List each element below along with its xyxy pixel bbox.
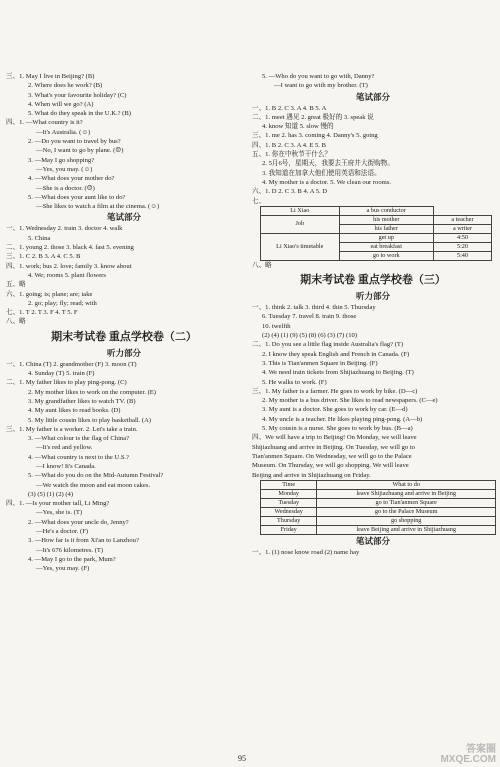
answer-line: 4. Sunday (T) 5. train (F) <box>28 370 95 378</box>
table-cell: Monday <box>261 489 317 498</box>
table-cell: 5:40 <box>433 251 491 260</box>
answer-line: 4. My mother is a doctor. 5. We clean our rooms. <box>262 178 391 186</box>
answer-line: 六、1. D 2. C 3. B 4. A 5. D <box>252 188 328 196</box>
table-cell: go shopping <box>317 516 496 525</box>
answer-line: 三、1. May I live in Beijing? (B) <box>6 73 95 80</box>
answer-line: 六、1. going; is; plane; are; take <box>6 290 93 298</box>
answer-line: —She is a doctor. (☹) <box>36 184 95 192</box>
table-cell: a writer <box>433 224 491 233</box>
answer-line: 二、1. meet 遇见 2. great 极好的 3. speak 说 <box>252 113 374 121</box>
page-number: 95 <box>238 754 246 763</box>
answer-line: 2. My mother is a bus driver. She likes to read newspapers. (C—e) <box>262 397 438 405</box>
table-cell: get up <box>339 233 433 242</box>
table-cell: go to the Palace Museum <box>317 507 496 516</box>
answer-line: —No, I want to go by plane. (☹) <box>36 147 124 155</box>
answer-line: 四、1. —What country is it? <box>6 119 83 127</box>
table-cell: leave Beijing and arrive in Shijiazhuang <box>317 525 496 534</box>
answer-line: —It's red and yellow. <box>36 444 93 452</box>
answer-line: 一、1. think 2. talk 3. third 4. thin 5. Thursday <box>252 304 376 312</box>
answer-line: 4. When will we go? (A) <box>28 100 94 108</box>
answer-line: 五、1. 你在中秋节干什么？ <box>252 151 332 159</box>
answer-line: —Yes, you may. (☺) <box>36 165 93 173</box>
answer-line: 四、1. —Is your mother tall, Li Ming? <box>6 500 110 508</box>
answer-line: 三、1. My father is a worker. 2. Let's take a train. <box>6 425 138 433</box>
answer-line: 一、1. B 2. C 3. A 4. B 5. A <box>252 104 327 112</box>
answer-line: —He's a doctor. (F) <box>36 528 89 536</box>
answer-line: 四、We will have a trip to Beijing! On Monday, we will leave <box>252 434 417 442</box>
answer-line: 3. What's your favourite holiday? (C) <box>28 91 127 99</box>
answer-line: 2. I know they speak English and French in Canada. (F) <box>262 350 410 358</box>
answer-line: 2. —What does your uncle do, Jenny? <box>28 518 129 526</box>
answer-line: 三、1. My father is a farmer. He goes to work by bike. (D—c) <box>252 387 418 395</box>
table-cell: a teacher <box>433 215 491 224</box>
right-answers-part2 <box>252 303 494 480</box>
answer-line: (3) (5) (1) (2) (4) <box>28 490 74 498</box>
table-cell: Job <box>261 215 340 233</box>
table-header: Time <box>261 480 317 489</box>
answer-line: 5. —Who do you want to go with, Danny? <box>262 73 375 80</box>
answer-line: 5. He walks to work. (F) <box>262 378 327 386</box>
answer-line: 4. We need train tickets from Shijiazhuang to Beijing. (T) <box>262 369 414 377</box>
answer-line: —Yes, you may. (F) <box>36 565 90 573</box>
answer-line: —I want to go with my brother. (T) <box>274 82 368 90</box>
answer-line: —She likes to watch a film at the cinema. (☺) <box>36 203 160 211</box>
right-answers-part1 <box>252 72 494 206</box>
answer-line: Museum. On Thursday, we will go shopping. We will leave <box>252 462 409 470</box>
answer-line: 6. Tuesday 7. travel 8. train 9. those <box>262 313 357 321</box>
answer-line: —Yes, she is. (T) <box>36 509 83 517</box>
answer-line: 4. My uncle is a teacher. He likes playing ping-pong. (A—b) <box>262 415 423 423</box>
answer-line: 一、1. (1) nose know road (2) name hay <box>252 548 360 556</box>
answer-line: 二、1. Do you see a little flag inside Australia's flag? (T) <box>252 341 404 349</box>
answer-line: 2. My mother likes to work on the computer. (E) <box>28 388 157 396</box>
section-heading: 听力部分 <box>355 291 390 302</box>
answer-line: 一、1. Wednesday 2. train 3. doctor 4. walk <box>6 225 123 233</box>
answer-line: 5. My little cousin likes to play basketball. (A) <box>28 416 152 424</box>
answer-line: 二、1. young 2. those 3. black 4. fast 5. evening <box>6 244 134 252</box>
answer-line: 4. —What country is next to the U.S.? <box>28 453 130 461</box>
answer-line: 3. —How far is it from Xi'an to Lanzhou? <box>28 537 139 545</box>
answer-line: 3. My grandfather likes to watch TV. (B) <box>28 397 136 405</box>
table-cell: 4:50 <box>433 233 491 242</box>
answer-line: 4. We; rooms 5. plant flowers <box>28 271 106 279</box>
answer-line: Beijing and arrive in Shijiazhuang on Friday. <box>252 471 371 479</box>
answer-line: 4. My aunt likes to read books. (D) <box>28 407 121 415</box>
answer-line: 10. twelfth <box>262 322 291 330</box>
answer-line: 2. go; play; fly; read; with <box>28 299 97 307</box>
answer-line: 七、 <box>252 197 266 205</box>
answer-line: 四、1. work; bus 2. love; family 3. know about <box>6 262 132 270</box>
answer-line: 3. —What colour is the flag of China? <box>28 435 130 443</box>
li-xiao-table <box>260 206 492 261</box>
answer-line: 三、1. me 2. has 3. coming 4. Danny's 5. going <box>252 132 378 140</box>
answer-line: 2. —Do you want to travel by bus? <box>28 138 121 146</box>
exam-title: 期末考试卷 重点学校卷（三） <box>300 274 446 287</box>
table-cell: eat breakfast <box>339 242 433 251</box>
section-heading: 笔试部分 <box>355 535 390 546</box>
table-cell: go to work <box>339 251 433 260</box>
left-column <box>6 72 242 574</box>
table-cell: Friday <box>261 525 317 534</box>
answer-line: 4. know 知道 5. slow 慢的 <box>262 123 334 131</box>
answer-line: (2) (4) (1) (9) (5) (8) (6) (3) (7) (10) <box>262 332 358 340</box>
answer-line: —We watch the moon and eat moon cakes. <box>36 481 151 489</box>
answer-line: 七、1. T 2. T 3. F 4. T 5. F <box>6 309 78 317</box>
table-cell: leave Shijiazhuang and arrive in Beijing <box>317 489 496 498</box>
answer-line: 3. 我知道在加拿大他们使用英语和法语。 <box>262 169 381 177</box>
answer-line: 5. What do they speak in the U.K.? (B) <box>28 110 131 118</box>
answer-line: —It's Australia. (☺) <box>36 128 91 136</box>
answer-line: Tian'anmen Square. On Wednesday, we will go to the Palace <box>252 452 412 460</box>
table-cell: Li Xiao <box>261 206 340 215</box>
table-cell: Tuesday <box>261 498 317 507</box>
answer-line: 2. Where does he work? (B) <box>28 82 103 90</box>
answer-line: 八、略 <box>6 318 26 326</box>
right-column <box>252 72 494 557</box>
answer-line: —I know! It's Canada. <box>36 462 96 470</box>
answer-line: 3. —May I go shopping? <box>28 156 95 164</box>
answer-line: 一、1. China (T) 2. grandmother (F) 3. moon (T) <box>6 360 137 368</box>
trip-schedule-table <box>260 480 496 535</box>
table-header: What to do <box>317 480 496 489</box>
table-cell: Thursday <box>261 516 317 525</box>
table-cell: Wednesday <box>261 507 317 516</box>
answer-line: 二、1. My father likes to play ping-pong. (C) <box>6 379 127 387</box>
answer-line: 八、略 <box>252 261 272 269</box>
answer-line: 2. 5月6号，星期天，我要去王府井大街购物。 <box>262 160 394 168</box>
answer-line: 4. —May I go to the park, Mum? <box>28 555 116 563</box>
answer-line: Shijiazhuang and arrive in Beijing. On Tuesday, we will go to <box>252 443 415 451</box>
answer-line: 四、1. B 2. C 3. A 4. E 5. B <box>252 141 327 149</box>
section-heading: 笔试部分 <box>355 91 390 102</box>
table-cell: a bus conductor <box>339 206 433 215</box>
table-cell: his mother <box>339 215 433 224</box>
answer-line: 4. —What does your mother do? <box>28 175 115 183</box>
section-heading: 听力部分 <box>106 347 141 358</box>
table-cell: his father <box>339 224 433 233</box>
answer-line: 3. This is Tian'anmen Square in Beijing. (F) <box>262 359 378 367</box>
table-cell: go to Tian'anmen Square <box>317 498 496 507</box>
answer-line: 5. —What do you do on the Mid-Autumn Festival? <box>28 472 164 480</box>
section-heading: 笔试部分 <box>106 212 141 223</box>
answer-line: 5. My cousin is a nurse. She goes to work by bus. (B—a) <box>262 425 413 433</box>
answer-line: 5. —What does your aunt like to do? <box>28 193 126 201</box>
answer-line: 5. China <box>28 234 51 242</box>
exam-title: 期末考试卷 重点学校卷（二） <box>51 330 197 343</box>
answer-line: 五、略 <box>6 281 26 289</box>
watermark-logo: 答案圈 MXQE.COM <box>440 744 496 765</box>
answer-line: —It's 676 kilometres. (T) <box>36 546 104 554</box>
answer-line: 3. My aunt is a doctor. She goes to work by car. (E—d) <box>262 406 408 414</box>
table-cell: Li Xiao's timetable <box>261 233 340 260</box>
table-cell: 5:20 <box>433 242 491 251</box>
answer-line: 三、1. C 2. B 3. A 4. C 5. B <box>6 253 81 261</box>
